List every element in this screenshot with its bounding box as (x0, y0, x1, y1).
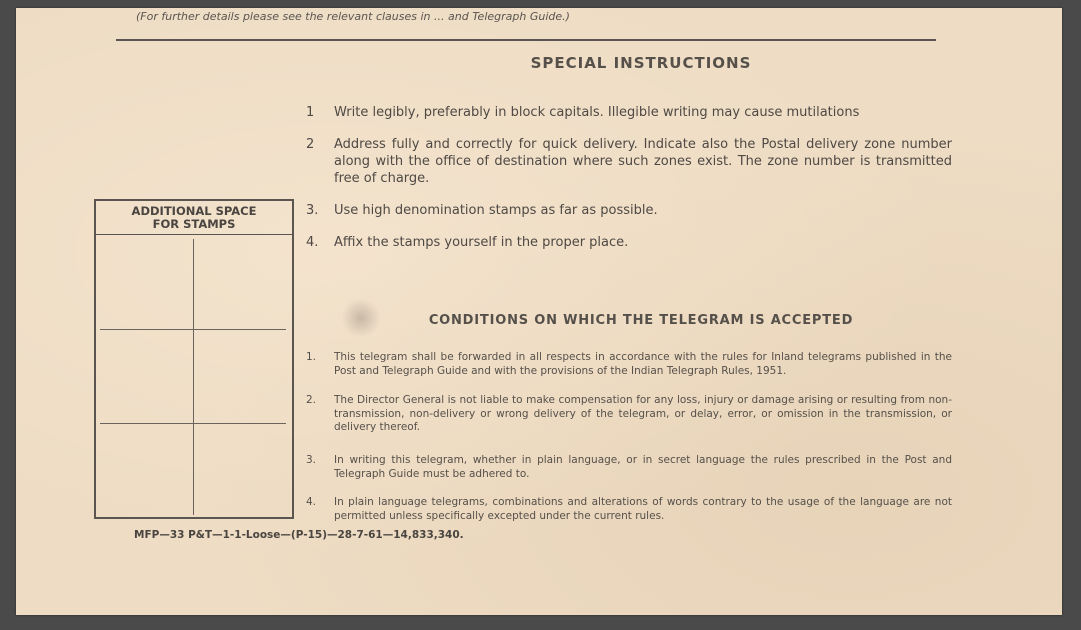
condition-number: 3. (306, 454, 317, 466)
condition-number: 2. (306, 394, 317, 406)
stamp-grid-horizontal-line (100, 329, 286, 330)
conditions-heading: CONDITIONS ON WHICH THE TELEGRAM IS ACCEPTED (428, 313, 854, 328)
instruction-number: 3. (306, 203, 319, 218)
stamp-box-title-divider (96, 234, 292, 235)
condition-text: The Director General is not liable to make compensation for any loss, injury or damage arising or resulting from non-transmission, non-delivery or wrong delivery of the telegram, or delay, error, or omission in the transmission, or delivery thereof. (334, 394, 952, 433)
special-instructions-heading: SPECIAL INSTRUCTIONS (530, 54, 752, 72)
stamp-box-title-line1: ADDITIONAL SPACE (131, 204, 257, 218)
condition-number: 1. (306, 351, 317, 363)
instruction-item (306, 234, 952, 251)
telegram-form-back (16, 8, 1062, 615)
stamp-grid-vertical-line (193, 239, 194, 515)
condition-item (306, 394, 952, 435)
condition-item (306, 454, 952, 481)
instruction-item (306, 136, 952, 187)
stamp-grid-horizontal-line (100, 423, 286, 424)
instruction-text: Use high denomination stamps as far as possible. (334, 203, 658, 218)
condition-text: This telegram shall be forwarded in all respects in accordance with the rules for Inland telegrams published in the Post and Telegraph Guide and with the provisions of the Indian Telegraph Rules, 1951. (334, 351, 952, 377)
instruction-number: 1 (306, 105, 315, 120)
instruction-item (306, 104, 952, 121)
instruction-number: 4. (306, 235, 319, 250)
condition-item (306, 496, 952, 523)
instruction-item (306, 202, 952, 219)
condition-number: 4. (306, 496, 317, 508)
top-note: (For further details please see the relevant clauses in ... and Telegraph Guide.) (136, 10, 570, 23)
condition-item (306, 351, 952, 378)
instruction-text: Address fully and correctly for quick delivery. Indicate also the Postal delivery zone number along with the office of destination where such zones exist. The zone number is transmitted free of charge. (334, 137, 952, 186)
stamp-box-title (96, 205, 292, 231)
stamp-box-title-line2: FOR STAMPS (152, 217, 236, 231)
condition-text: In plain language telegrams, combinations and alterations of words contrary to the usage of the language are not permitted unless specifically excepted under the current rules. (334, 496, 952, 522)
additional-stamp-space (94, 199, 294, 519)
instruction-number: 2 (306, 137, 315, 152)
top-divider (116, 39, 936, 41)
instruction-text: Write legibly, preferably in block capitals. Illegible writing may cause mutilations (334, 105, 860, 120)
form-code: MFP—33 P&T—1-1-Loose—(P-15)—28-7-61—14,833,340. (134, 529, 464, 541)
instruction-text: Affix the stamps yourself in the proper place. (334, 235, 629, 250)
condition-text: In writing this telegram, whether in plain language, or in secret language the rules prescribed in the Post and Telegraph Guide must be adhered to. (334, 454, 952, 480)
